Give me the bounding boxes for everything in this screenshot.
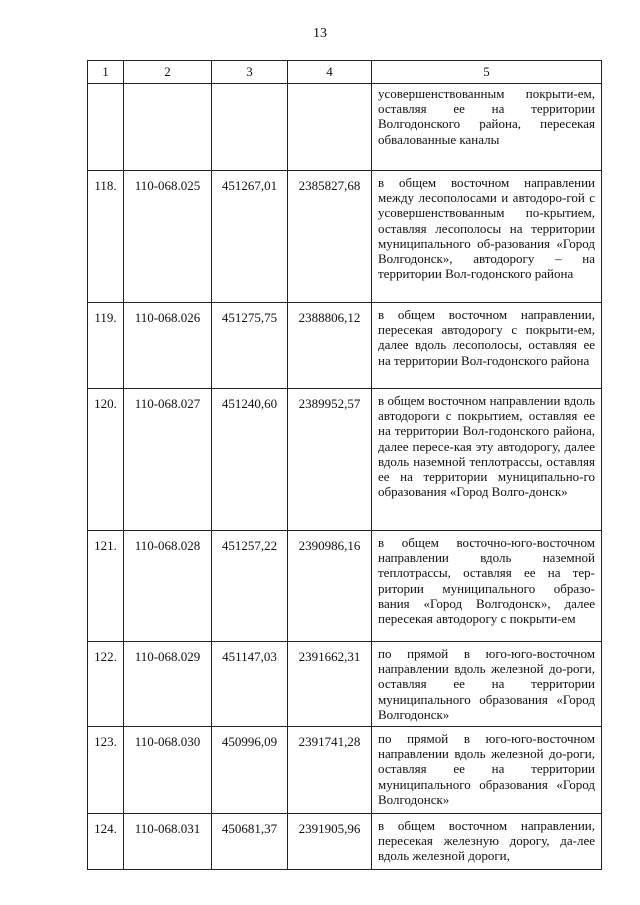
coordinate-y: 2388806,12 (288, 303, 372, 389)
coordinate-x: 451240,60 (212, 389, 288, 531)
coordinate-x: 451267,01 (212, 171, 288, 303)
row-number: 124. (88, 814, 124, 870)
table-row (88, 642, 602, 727)
table-header-row (88, 61, 602, 84)
description: в общем восточно-юго-восточном направлении вдоль наземной теплотрассы, оставляя ее на тер-ритории муниципального образо-вания «Город Волгодонск», далее пересекая автодорогу с покрыти-ем (372, 531, 602, 642)
description: по прямой в юго-юго-восточном направлении вдоль железной до-роги, оставляя ее на территории муниципального образования «Город Волгодонск» (372, 642, 602, 727)
header-cell: 1 (88, 61, 124, 84)
coordinate-x: 451257,22 (212, 531, 288, 642)
description: по прямой в юго-юго-восточном направлении вдоль железной до-роги, оставляя ее на территории муниципального образования «Город Волгодонск» (372, 727, 602, 814)
table-row (88, 84, 602, 171)
row-number: 119. (88, 303, 124, 389)
coordinate-y: 2389952,57 (288, 389, 372, 531)
coordinate-x: 451275,75 (212, 303, 288, 389)
point-code: 110-068.030 (124, 727, 212, 814)
coordinate-y (288, 84, 372, 171)
row-number: 121. (88, 531, 124, 642)
table-row (88, 389, 602, 531)
point-code: 110-068.027 (124, 389, 212, 531)
table-row (88, 531, 602, 642)
header-cell: 3 (212, 61, 288, 84)
row-number: 122. (88, 642, 124, 727)
coordinate-y: 2385827,68 (288, 171, 372, 303)
description: в общем восточном направлении, пересекая железную дорогу, да-лее вдоль железной дороги, (372, 814, 602, 870)
coordinate-x: 450996,09 (212, 727, 288, 814)
table-row (88, 727, 602, 814)
coordinate-x: 451147,03 (212, 642, 288, 727)
point-code: 110-068.026 (124, 303, 212, 389)
description: усовершенствованным покрыти-ем, оставляя ее на территории Волгодонского района, пересекая обвалованные каналы (372, 84, 602, 171)
description: в общем восточном направлении вдоль автодороги с покрытием, оставляя ее на территории Вол-годонского района, далее пересе-кая эту автодорогу, далее вдоль наземной теплотрассы, оставляя ее на территории муниципально-го образования «Город Волго-донск» (372, 389, 602, 531)
table-row (88, 814, 602, 870)
row-number: 118. (88, 171, 124, 303)
header-cell: 5 (372, 61, 602, 84)
page-number: 13 (313, 26, 327, 41)
coordinate-x (212, 84, 288, 171)
point-code: 110-068.025 (124, 171, 212, 303)
point-code (124, 84, 212, 171)
row-number (88, 84, 124, 171)
point-code: 110-068.029 (124, 642, 212, 727)
coordinate-y: 2391741,28 (288, 727, 372, 814)
coordinate-y: 2390986,16 (288, 531, 372, 642)
description: в общем восточном направлении между лесополосами и автодоро-гой с усовершенствованным по-крытием, оставляя лесополосы на территории муниципального об-разования «Город Волгодонск», автодорогу – на территории Вол-годонского района (372, 171, 602, 303)
coordinate-y: 2391662,31 (288, 642, 372, 727)
table-row (88, 303, 602, 389)
coordinate-y: 2391905,96 (288, 814, 372, 870)
header-cell: 2 (124, 61, 212, 84)
description: в общем восточном направлении, пересекая автодорогу с покрыти-ем, далее вдоль лесополосы, оставляя ее на территории Вол-годонского района (372, 303, 602, 389)
boundary-description-table (87, 60, 602, 870)
header-cell: 4 (288, 61, 372, 84)
point-code: 110-068.031 (124, 814, 212, 870)
coordinate-x: 450681,37 (212, 814, 288, 870)
row-number: 120. (88, 389, 124, 531)
point-code: 110-068.028 (124, 531, 212, 642)
table-row (88, 171, 602, 303)
row-number: 123. (88, 727, 124, 814)
